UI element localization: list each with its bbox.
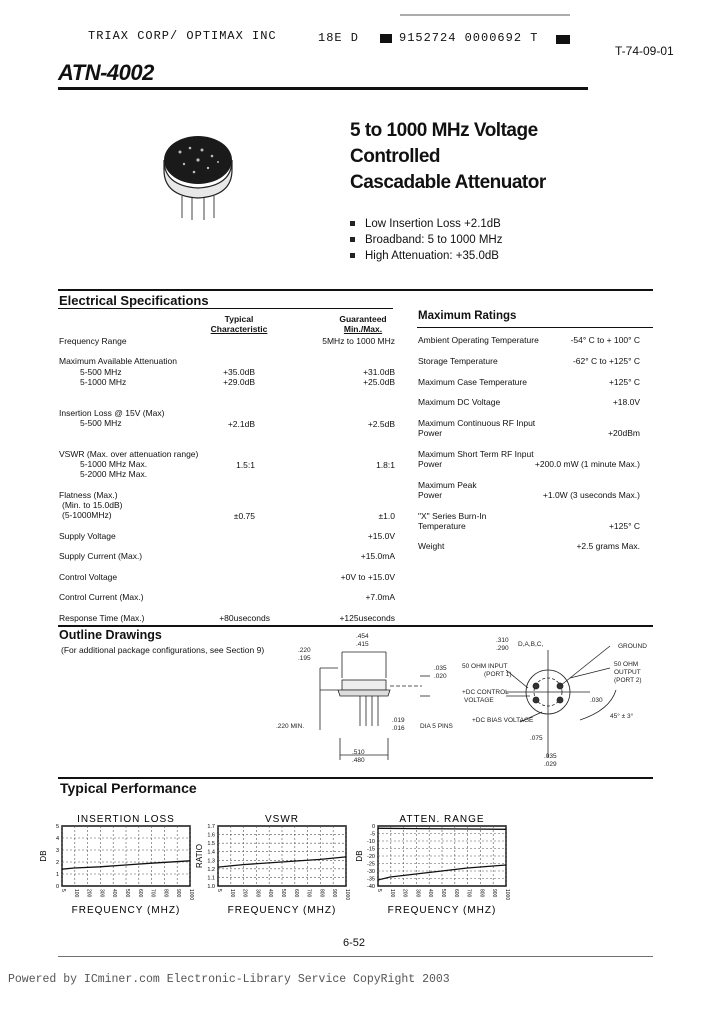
spec-vswr-sub1: 5-1000 MHz Max. [80,459,148,469]
spec-ctrli-gua: +7.0mA [365,592,395,602]
y-axis-label: DB [39,850,48,862]
svg-text:.454: .454 [356,633,369,640]
bullet-icon [350,221,355,226]
svg-text:+DC BIAS VOLTAGE: +DC BIAS VOLTAGE [472,717,534,724]
rating-label-line2: Power [418,459,443,469]
svg-text:.415: .415 [356,641,369,648]
x-tick-label: 500 [440,889,446,898]
y-tick-label: 1.5 [207,841,215,848]
col-typical-2: Characteristic [210,324,268,334]
series-line [378,828,506,829]
y-tick-label: 1.7 [207,824,215,830]
rating-label: Maximum Peak [418,480,477,490]
bullet-icon [350,253,355,258]
spec-maxatt-gua1: +31.0dB [363,367,395,377]
chart-title: ATTEN. RANGE [399,814,485,825]
x-tick-label: 800 [478,889,485,898]
performance-charts [38,810,518,922]
x-tick-label: 800 [318,889,325,898]
x-tick-label: 500 [280,889,286,898]
rating-value: +18.0V [612,397,640,407]
rating-value: +200.0 mW (1 minute Max.) [534,459,640,469]
rating-label: Maximum Short Term RF Input [418,449,534,459]
y-tick-label: 1.3 [207,858,215,865]
title-rule [58,87,588,90]
svg-text:D,A,B,C,: D,A,B,C, [518,641,544,648]
spec-flatness-sub1: (Min. to 15.0dB) [62,500,123,510]
svg-text:.220 MIN.: .220 MIN. [276,723,305,730]
spec-vswr-typ: 1.5:1 [236,460,255,470]
footer-rule [58,956,653,957]
x-tick-label: 600 [292,889,299,898]
rating-label: "X" Series Burn-In [418,511,487,521]
x-tick-label: 600 [136,889,143,898]
section-rule-outline [58,625,653,627]
x-tick-label: 1000 [504,889,510,901]
spec-supplyv-label: Supply Voltage [59,531,116,541]
y-tick-label: 1 [55,872,59,878]
performance-heading: Typical Performance [60,780,197,796]
y-tick-label: 0 [55,884,59,890]
x-tick-label: 900 [491,889,498,898]
header-ref: T-74-09-01 [615,44,674,58]
col-guaranteed-1: Guaranteed [339,314,387,324]
svg-text:.029: .029 [544,761,557,768]
footer-copyright: Powered by ICminer.com Electronic-Library Service CopyRight 2003 [8,973,450,986]
y-tick-label: 1.0 [207,884,215,890]
y-tick-label: 1.6 [207,832,215,839]
product-photo [160,130,240,220]
svg-text:DIA 5 PINS: DIA 5 PINS [420,723,453,730]
y-tick-label: -40 [367,884,375,890]
spec-maxatt-typ2: +29.0dB [223,377,255,387]
y-axis-label: RATIO [195,844,204,868]
header-code: 18E D [318,31,360,45]
x-axis-label: FREQUENCY (MHZ) [227,905,337,916]
svg-text:50 OHM INPUT: 50 OHM INPUT [462,663,508,670]
x-tick-label: 200 [241,889,248,898]
svg-text:.016: .016 [392,725,405,732]
rating-value: +20dBm [608,428,640,438]
y-tick-label: -35 [367,876,375,883]
y-tick-label: 5 [55,824,59,830]
x-tick-label: 100 [72,889,79,898]
svg-text:.310: .310 [496,637,509,644]
x-tick-label: 300 [98,889,105,898]
scan-line [400,14,570,16]
section-rule-performance [58,777,653,779]
rating-label: Ambient Operating Temperature [418,335,539,345]
company-name: TRIAX CORP/ OPTIMAX INC [88,29,277,43]
y-tick-label: -15 [367,846,375,853]
y-tick-label: -30 [367,869,375,875]
x-tick-label: 900 [331,889,338,898]
x-tick-label: 5 [376,889,382,892]
x-tick-label: 400 [427,889,434,898]
spec-flatness-sub2: (5-1000MHz) [62,510,112,520]
doc-number: 9152724 0000692 T [399,31,539,45]
outline-heading: Outline Drawings [59,628,162,642]
spec-frequency-value: 5MHz to 1000 MHz [322,336,395,346]
svg-text:.020: .020 [434,673,447,680]
spec-supplyi-label: Supply Current (Max.) [59,551,143,561]
feature-item: High Attenuation: +35.0dB [350,248,502,264]
chart-title: VSWR [265,814,299,825]
x-tick-label: 100 [388,889,395,898]
spec-maxatt-typ1: +35.0dB [223,367,255,377]
x-tick-label: 900 [175,889,182,898]
x-tick-label: 700 [305,889,312,898]
spec-vswr-sub2: 5-2000 MHz Max. [80,469,148,479]
rating-value: -62° C to +125° C [572,356,640,366]
spec-maxatt-sub2: 5-1000 MHz [80,377,127,387]
svg-text:(PORT 2): (PORT 2) [614,677,642,684]
rating-value: +125° C [608,521,640,531]
svg-text:.035: .035 [544,753,557,760]
rating-label-line2: Power [418,490,443,500]
y-tick-label: 3 [55,848,59,854]
product-title-line2: Controlled [350,146,440,167]
x-tick-label: 5 [216,889,222,892]
rating-label-line2: Power [418,428,443,438]
y-tick-label: 2 [55,860,59,866]
spec-response-typ: +80useconds [219,613,270,623]
feature-item: Low Insertion Loss +2.1dB [350,216,502,232]
x-tick-label: 300 [254,889,261,898]
x-axis-label: FREQUENCY (MHZ) [71,905,181,916]
electrical-heading: Electrical Specifications [59,293,209,308]
header-block-right [556,35,570,44]
spec-insertion-gua: +2.5dB [367,419,395,429]
section-rule-specs [58,289,653,291]
x-tick-label: 200 [401,889,408,898]
svg-text:GROUND: GROUND [618,643,647,650]
svg-text:50 OHM: 50 OHM [614,661,639,668]
y-tick-label: 1.4 [207,849,215,856]
rating-label: Maximum DC Voltage [418,397,501,407]
product-title-line3: Cascadable Attenuator [350,172,546,193]
spec-maxatt-gua2: +25.0dB [363,377,395,387]
rating-value: +125° C [608,377,640,387]
y-tick-label: 0 [371,824,375,830]
x-tick-label: 5 [60,889,66,892]
rating-value: -54° C to + 100° C [570,335,640,345]
electrical-underline [58,308,393,309]
svg-text:.030: .030 [590,697,603,704]
spec-flatness-gua: ±1.0 [378,511,395,521]
header-block-left [380,34,392,43]
svg-text:OUTPUT: OUTPUT [614,669,641,676]
spec-supplyv-gua: +15.0V [367,531,395,541]
x-tick-label: 1000 [344,889,350,901]
rating-label: Maximum Case Temperature [418,377,527,387]
spec-ctrlv-label: Control Voltage [59,572,118,582]
spec-vswr-label: VSWR (Max. over attenuation range) [59,449,199,459]
svg-text:.019: .019 [392,717,405,724]
svg-text:.220: .220 [298,647,311,654]
svg-text:+DC CONTROL: +DC CONTROL [462,689,509,696]
svg-text:45° ± 3°: 45° ± 3° [610,713,634,720]
y-tick-label: -20 [367,854,375,860]
spec-vswr-gua: 1.8:1 [376,460,395,470]
y-tick-label: -10 [367,839,375,845]
y-tick-label: 4 [55,836,59,842]
chart-title: INSERTION LOSS [77,814,175,825]
page-number: 6-52 [343,937,366,949]
y-tick-label: -5 [370,831,375,838]
rating-label-line2: Temperature [418,521,466,531]
x-tick-label: 100 [228,889,235,898]
svg-text:.290: .290 [496,645,509,652]
spec-insertion-typ: +2.1dB [227,419,255,429]
x-tick-label: 400 [111,889,118,898]
spec-ctrlv-gua: +0V to +15.0V [340,572,395,582]
spec-flatness-label: Flatness (Max.) [59,490,118,500]
spec-maxatt-sub1: 5-500 MHz [80,367,122,377]
feature-item: Broadband: 5 to 1000 MHz [350,232,502,248]
svg-text:.510: .510 [352,749,365,756]
x-tick-label: 700 [149,889,156,898]
y-axis-label: DB [355,850,364,862]
spec-ctrli-label: Control Current (Max.) [59,592,144,602]
spec-frequency-label: Frequency Range [59,336,127,346]
x-tick-label: 400 [267,889,274,898]
spec-flatness-typ: ±0.75 [233,511,255,521]
spec-response-gua: +125useconds [339,613,395,623]
svg-text:.035: .035 [434,665,447,672]
product-title-line1: 5 to 1000 MHz Voltage [350,120,538,141]
spec-supplyi-gua: +15.0mA [360,551,395,561]
x-tick-label: 600 [452,889,459,898]
svg-text:VOLTAGE: VOLTAGE [464,697,494,704]
svg-text:.480: .480 [352,757,365,764]
outline-note: (For additional package configurations, see Section 9) [61,645,265,655]
bullet-icon [350,237,355,242]
rating-label: Maximum Continuous RF Input [418,418,536,428]
y-tick-label: 1.2 [207,866,215,873]
ratings-heading: Maximum Ratings [418,310,517,322]
col-typical-1: Typical [224,314,254,324]
col-guaranteed-2: Min./Max. [343,324,383,334]
y-tick-label: -25 [367,861,375,868]
rating-value: +1.0W (3 useconds Max.) [542,490,640,500]
rating-label: Weight [418,541,445,551]
x-tick-label: 1000 [188,889,194,901]
svg-text:.075: .075 [530,735,543,742]
x-tick-label: 800 [162,889,169,898]
x-axis-label: FREQUENCY (MHZ) [387,905,497,916]
x-tick-label: 700 [465,889,472,898]
part-number: ATN-4002 [58,60,154,85]
spec-insertion-sub: 5-500 MHz [80,418,122,428]
spec-insertion-label: Insertion Loss @ 15V (Max) [59,408,165,418]
x-tick-label: 200 [85,889,92,898]
rating-value: +2.5 grams Max. [576,541,640,551]
x-tick-label: 500 [124,889,130,898]
svg-text:.195: .195 [298,655,311,662]
x-tick-label: 300 [414,889,421,898]
spec-response-label: Response Time (Max.) [59,613,145,623]
spec-maxatt-label: Maximum Available Attenuation [59,356,177,366]
outline-drawing [276,630,660,770]
svg-text:(PORT 1): (PORT 1) [484,671,512,678]
rating-label: Storage Temperature [418,356,498,366]
ratings-underline [417,327,653,328]
y-tick-label: 1.1 [207,875,215,882]
